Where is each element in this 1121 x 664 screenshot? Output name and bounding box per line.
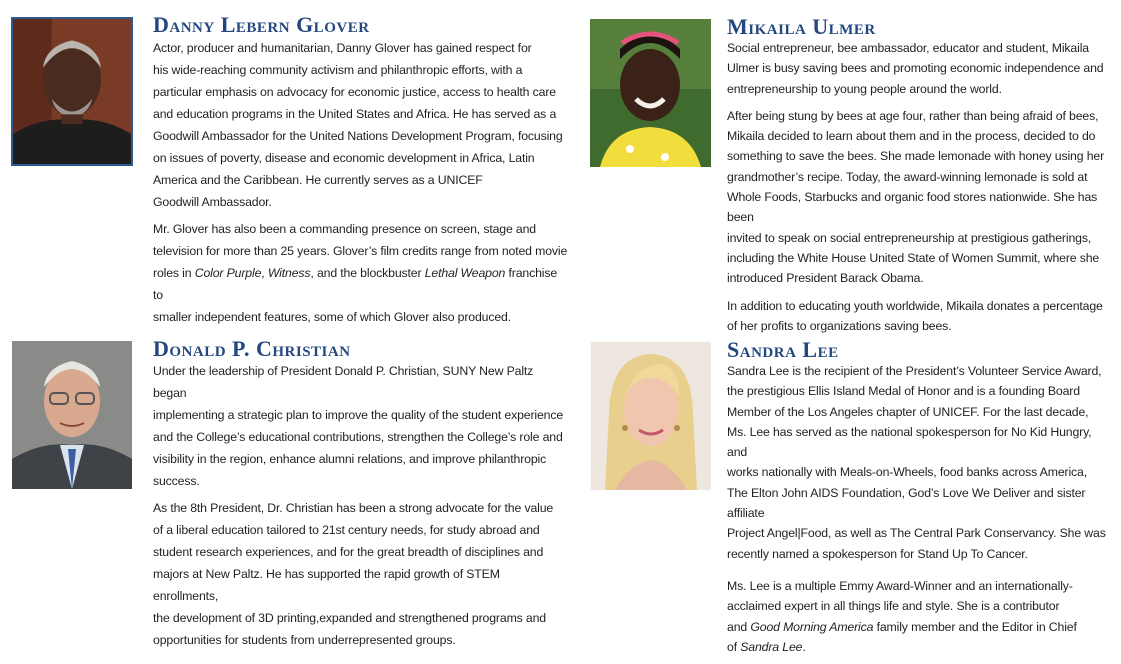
line: Goodwill Ambassador. (153, 195, 272, 209)
line: particular emphasis on advocacy for economic justice, access to health care (153, 85, 556, 99)
line: Goodwill Ambassador for the United Nations Development Program, focusing (153, 129, 563, 143)
line: In addition to educating youth worldwide, Mikaila donates a percentage (727, 298, 1103, 313)
sandra-lee-photo (591, 342, 711, 490)
line: invited to speak on social entrepreneurship at prestigious gatherings, (727, 230, 1092, 245)
line: opportunities for students from underrepresented groups. (153, 633, 456, 647)
line: student research experiences, and for the great breadth of disciplines and (153, 545, 544, 559)
line: Mr. Glover has also been a commanding presence on screen, stage and (153, 222, 536, 236)
line: of (727, 639, 741, 654)
line: . (802, 639, 806, 654)
line: visibility in the region, enhance alumni relations, and improve philanthropic (153, 452, 547, 466)
line: Actor, producer and humanitarian, Danny Glover has gained respect for (153, 41, 532, 55)
danny-glover-name: Danny Lebern Glover (153, 12, 370, 37)
mikaila-ulmer-paragraph-3 (727, 296, 1112, 337)
line: As the 8th President, Dr. Christian has been a strong advocate for the value (153, 501, 554, 515)
line: his wide-reaching community activism and philanthropic efforts, with a (153, 63, 523, 77)
line: smaller independent features, some of which Glover also produced. (153, 310, 511, 324)
line: the prestigious Ellis Island Medal of Honor and is a founding Board (727, 384, 1080, 399)
sandra-lee-name: Sandra Lee (727, 337, 839, 362)
line: Social entrepreneur, bee ambassador, educator and student, Mikaila (727, 41, 1089, 55)
line: America and the Caribbean. He currently serves as a UNICEF (153, 173, 483, 187)
danny-glover-bio-text (153, 37, 568, 333)
donald-christian-photo (12, 341, 132, 489)
line: grandmother’s recipe. Today, the award-winning lemonade is sold at (727, 169, 1088, 184)
line: entrepreneurship to young people around the world. (727, 81, 1002, 96)
donald-christian-name: Donald P. Christian (153, 336, 351, 361)
mikaila-ulmer-name: Mikaila Ulmer (727, 14, 876, 39)
mikaila-ulmer-paragraph-1 (727, 38, 1112, 99)
line: recently named a spokesperson for Stand Up To Cancer. (727, 546, 1028, 561)
film-title: Witness (267, 266, 311, 280)
line: Under the leadership of President Donald P. Christian, SUNY New Paltz began (153, 364, 534, 400)
line: , (261, 266, 268, 280)
danny-glover-paragraph-1 (153, 37, 568, 213)
line: Ms. Lee has served as the national spokesperson for No Kid Hungry, and (727, 424, 1092, 460)
magazine-title: Sandra Lee (740, 639, 803, 654)
line: Ms. Lee is a multiple Emmy Award-Winner and an internationally- (727, 578, 1073, 593)
line: Whole Foods, Starbucks and organic food stores nationwide. She has been (727, 190, 1098, 225)
line: Ulmer is busy saving bees and promoting economic independence and (727, 61, 1104, 76)
line: acclaimed expert in all things life and style. She is a contributor (727, 599, 1060, 614)
line: and the College’s educational contributions, strengthen the College’s role and (153, 430, 563, 444)
line: implementing a strategic plan to improve the quality of the student experience (153, 408, 564, 422)
line: success. (153, 474, 200, 488)
sandra-lee-paragraph-2 (727, 576, 1112, 657)
line: of her profits to organizations saving bees. (727, 318, 952, 333)
line: Mikaila decided to learn about them and in the process, decided to do (727, 129, 1096, 144)
line: introduced President Barack Obama. (727, 271, 924, 286)
line: and education programs in the United States and Africa. He has served as a (153, 107, 557, 121)
mikaila-ulmer-paragraph-2 (727, 106, 1112, 289)
mikaila-ulmer-bio-text (727, 38, 1112, 343)
line: family member and the Editor in Chief (873, 619, 1077, 634)
line: and (727, 619, 751, 634)
line: on issues of poverty, disease and economic development in Africa, Latin (153, 151, 535, 165)
line: franchise to (153, 266, 558, 302)
line: roles in (153, 266, 195, 280)
danny-glover-paragraph-2 (153, 218, 568, 328)
danny-glover-photo (11, 17, 133, 166)
donald-christian-paragraph-1 (153, 360, 568, 492)
line: After being stung by bees at age four, rather than being afraid of bees, (727, 108, 1099, 123)
line: television for more than 25 years. Glover’s film credits range from noted movie (153, 244, 568, 258)
line: the development of 3D printing,expanded and strengthened programs and (153, 611, 546, 625)
line: Project Angel|Food, as well as The Central Park Conservancy. She was (727, 526, 1106, 541)
line: Member of the Los Angeles chapter of UNICEF. For the last decade, (727, 404, 1089, 419)
donald-christian-bio-text (153, 360, 568, 656)
line: Sandra Lee is the recipient of the President’s Volunteer Service Award, (727, 364, 1102, 378)
line: , and the blockbuster (310, 266, 425, 280)
line: including the White House United State of Women Summit, where she (727, 250, 1100, 265)
mikaila-ulmer-photo (590, 19, 711, 167)
sandra-lee-bio-text (727, 361, 1112, 664)
sandra-lee-paragraph-1 (727, 361, 1112, 564)
donald-christian-paragraph-2 (153, 497, 568, 651)
line: The Elton John AIDS Foundation, God’s Love We Deliver and sister affiliate (727, 485, 1086, 521)
film-title: Color Purple (194, 266, 262, 280)
line: something to save the bees. She made lemonade with honey using her (727, 149, 1105, 164)
line: works nationally with Meals-on-Wheels, food banks across America, (727, 465, 1087, 480)
line: of a liberal education tailored to 21st century needs, for study abroad and (153, 523, 540, 537)
show-title: Good Morning America (750, 619, 874, 634)
film-title: Lethal Weapon (424, 266, 506, 280)
line: majors at New Paltz. He has supported the rapid growth of STEM enrollments, (153, 567, 500, 603)
